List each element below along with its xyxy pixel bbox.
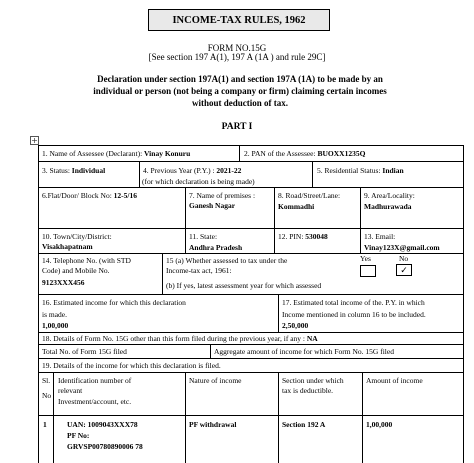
assessed-question-line-2: Income-tax act, 1961: xyxy=(166,266,232,275)
row-divider xyxy=(38,228,464,229)
flat-no-field xyxy=(42,191,137,201)
previous-year-field xyxy=(143,166,241,176)
status-value: Individual xyxy=(71,166,106,175)
col-nature-header: Nature of income xyxy=(189,376,242,385)
pan-field xyxy=(244,149,365,159)
pan-value: BUOXX1235Q xyxy=(317,149,366,158)
assessment-year-question: (b) If yes, latest assessment year for which assessed xyxy=(166,281,322,290)
column-divider xyxy=(360,187,361,253)
row-nature: PF withdrawal xyxy=(189,420,237,429)
column-divider xyxy=(278,372,279,463)
row-divider xyxy=(38,415,464,416)
email-label: 13. Email: xyxy=(364,232,396,241)
other-forms-value: NA xyxy=(306,334,318,343)
section-reference: [See section 197 A(1), 197 A (1A ) and rule 29C] xyxy=(148,52,326,62)
assessee-name-field xyxy=(42,149,190,159)
column-divider xyxy=(274,187,275,253)
row-divider xyxy=(38,358,464,359)
row-sl: 1 xyxy=(43,420,47,429)
status-label: 3. Status: xyxy=(42,166,70,175)
row-divider xyxy=(38,187,464,188)
income-details-label: 19. Details of the income for which this declaration is filed. xyxy=(42,361,221,370)
premises-label: 7. Name of premises : xyxy=(189,191,256,200)
yes-checkbox[interactable] xyxy=(360,265,376,277)
column-divider xyxy=(139,161,140,187)
no-label: No xyxy=(399,254,409,263)
estimated-income-label-2: is made. xyxy=(42,310,67,319)
row-divider xyxy=(38,344,464,345)
form-table xyxy=(38,145,464,463)
col-no-header: No xyxy=(42,391,52,400)
other-forms-field xyxy=(42,334,318,344)
total-income-label-1: 17. Estimated total income of the. P.Y. in which xyxy=(282,298,425,307)
premises-value: Ganesh Nagar xyxy=(189,201,236,210)
column-divider xyxy=(278,294,279,332)
column-divider xyxy=(38,145,39,463)
email-value: Vinay123X@gmail.com xyxy=(364,243,440,252)
town-label: 10. Town/City/District: xyxy=(42,232,112,241)
row-amount: 1,00,000 xyxy=(366,420,393,429)
residential-status-value: Indian xyxy=(382,166,404,175)
col-amount-header: Amount of income xyxy=(366,376,423,385)
previous-year-note: (for which declaration is being made) xyxy=(142,177,255,186)
residential-status-field xyxy=(317,166,404,176)
total-forms-label: Total No. of Form 15G filed xyxy=(42,347,127,356)
yes-label: Yes xyxy=(360,254,371,263)
row-pf-label: PF No: xyxy=(67,431,90,440)
column-divider xyxy=(362,372,363,463)
row-uan: UAN: 1009043XXX78 xyxy=(67,420,138,429)
previous-year-label: 4. Previous Year (P.Y.) : xyxy=(143,166,215,175)
row-divider xyxy=(38,372,464,373)
col-ident-header-1: Identification number of xyxy=(58,376,132,385)
row-section: Section 192 A xyxy=(282,420,326,429)
assessee-name-value: Vinay Konuru xyxy=(144,149,191,158)
form-title: INCOME-TAX RULES, 1962 xyxy=(172,14,306,26)
town-value: Visakhapatnam xyxy=(42,242,93,251)
part-heading: PART I xyxy=(221,122,253,132)
no-checkbox[interactable] xyxy=(396,264,412,276)
estimated-income-value: 1,00,000 xyxy=(42,321,69,330)
column-divider xyxy=(463,145,464,463)
row-pf-value: GRVSP00780890006 78 xyxy=(67,442,143,451)
declaration-heading: Declaration under section 197A(1) and section 197A (1A) to be made by an individual or person (not being a company or firm) claiming certain incomes without deduction of tax. xyxy=(93,74,387,108)
pin-label: 12. PIN: xyxy=(278,232,304,241)
status-field xyxy=(42,166,105,176)
flat-no-label: 6.Flat/Door/ Block No: xyxy=(42,191,112,200)
area-value: Madhurawada xyxy=(364,202,412,211)
row-divider xyxy=(38,161,464,162)
assessee-name-label: 1. Name of Assessee (Declarant): xyxy=(42,149,143,158)
column-divider xyxy=(210,344,211,358)
row-divider xyxy=(38,332,464,333)
expand-table-icon[interactable]: + xyxy=(31,136,38,145)
pin-field xyxy=(278,232,328,242)
pin-value: 530048 xyxy=(305,232,328,241)
column-divider xyxy=(185,372,186,463)
col-section-header-2: tax is deductible. xyxy=(282,386,334,395)
total-income-label-2: Income mentioned in column 16 to be included. xyxy=(282,310,426,319)
other-forms-label: 18. Details of Form No. 15G other than this form filed during the previous year, if any : xyxy=(42,334,305,343)
form-title-banner xyxy=(148,9,330,31)
col-sl-header: Sl. xyxy=(42,376,51,385)
aggregate-amount-label: Aggregate amount of income for which Form No. 15G filed xyxy=(214,347,394,356)
row-divider xyxy=(38,294,464,295)
flat-no-value: 12-5/16 xyxy=(113,191,138,200)
row-divider xyxy=(38,145,464,146)
telephone-value: 9123XXX456 xyxy=(42,278,85,287)
form-number: FORM NO.15G xyxy=(207,43,267,53)
column-divider xyxy=(239,145,240,161)
total-income-value: 2,50,000 xyxy=(282,321,309,330)
assessed-question-line-1: 15 (a) Whether assessed to tax under the xyxy=(166,256,288,265)
column-divider xyxy=(162,253,163,294)
telephone-label-line-1: 14. Telephone No. (with STD xyxy=(42,256,131,265)
column-divider xyxy=(312,161,313,187)
column-divider xyxy=(185,187,186,253)
previous-year-value: 2021-22 xyxy=(216,166,242,175)
area-label: 9. Area/Locality: xyxy=(364,191,415,200)
road-label: 8. Road/Street/Lane: xyxy=(278,191,341,200)
check-icon: ✓ xyxy=(400,265,408,275)
estimated-income-label: 16. Estimated income for which this declaration xyxy=(42,298,186,307)
road-value: Kommadhi xyxy=(278,202,315,211)
col-section-header-1: Section under which xyxy=(282,376,344,385)
telephone-label-line-2: Code) and Mobile No. xyxy=(42,266,110,275)
col-ident-header-2: relevant xyxy=(58,386,83,395)
state-label: 11. State: xyxy=(189,232,218,241)
pan-label: 2. PAN of the Assessee: xyxy=(244,149,316,158)
residential-status-label: 5. Residential Status: xyxy=(317,166,381,175)
column-divider xyxy=(53,372,54,463)
state-value: Andhra Pradesh xyxy=(189,243,243,252)
col-ident-header-3: Investment/account, etc. xyxy=(58,397,132,406)
